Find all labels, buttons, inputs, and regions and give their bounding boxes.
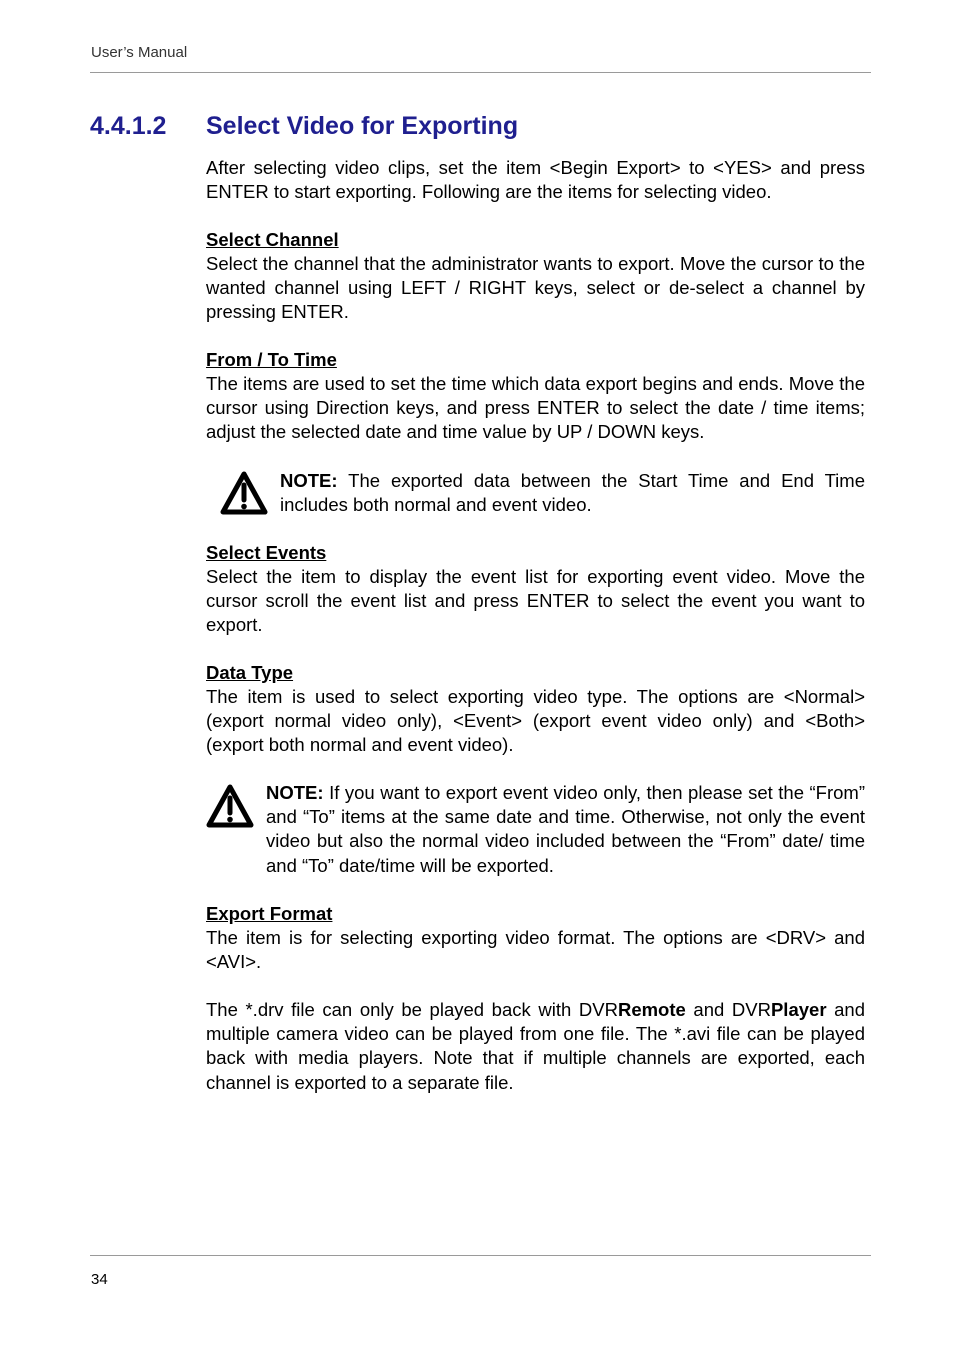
intro-paragraph: After selecting video clips, set the item <Begin Export> to <YES> and press ENTER to start exporting. Following are the items for selecting video. [206, 157, 865, 203]
warning-triangle-icon [219, 470, 269, 516]
section-title: Select Video for Exporting [206, 112, 519, 140]
select-channel-heading: Select Channel [206, 229, 339, 250]
note-1-text: The exported data between the Start Time and End Time includes both normal and event video. [280, 470, 865, 516]
export-format-text: The item is for selecting exporting video format. The options are <DRV> and <AVI>. [206, 927, 865, 973]
note-2 [266, 781, 865, 878]
select-channel-text: Select the channel that the administrator wants to export. Move the cursor to the wanted channel using LEFT / RIGHT keys, select or de-select a channel by pressing ENTER. [206, 253, 865, 323]
drv-player-bold: Player [770, 999, 827, 1020]
page-number: 34 [91, 1271, 108, 1288]
note-2-text: If you want to export event video only, then please set the “From” and “To” items at the same date and time. Otherwise, not only the event video but also the normal video included between the “From” date/ time and “To” date/time will be exported. [266, 782, 865, 876]
footer-divider [90, 1255, 871, 1256]
header-divider [90, 72, 871, 73]
select-events-heading: Select Events [206, 542, 327, 563]
drv-text-3: and multiple camera video can be played from one file. The *.avi file can be played back with media players. Note that if multiple channels are exported, each channel is exported to a separate file. [206, 999, 865, 1093]
from-to-time-heading: From / To Time [206, 349, 337, 370]
drv-text-2: and DVR [685, 999, 771, 1020]
note-1-label: NOTE: [280, 470, 338, 491]
running-header: User’s Manual [91, 44, 188, 61]
drv-text-1: The *.drv file can only be played back with DVR [206, 999, 618, 1020]
from-to-time-text: The items are used to set the time which data export begins and ends. Move the cursor using Direction keys, and press ENTER to select the date / time items; adjust the selected date and time value by UP / DOWN keys. [206, 373, 865, 443]
section-number: 4.4.1.2 [90, 112, 167, 140]
note-1 [280, 469, 865, 517]
drv-remote-bold: Remote [617, 999, 686, 1020]
note-2-label: NOTE: [266, 782, 324, 803]
export-format-heading: Export Format [206, 903, 333, 924]
data-type-text: The item is used to select exporting video type. The options are <Normal> (export normal video only), <Event> (export event video only) and <Both> (export both normal and event video). [206, 686, 865, 756]
select-events-text: Select the item to display the event list for exporting event video. Move the cursor scroll the event list and press ENTER to select the event you want to export. [206, 566, 865, 636]
warning-triangle-icon [205, 783, 255, 829]
drv-file-paragraph [206, 998, 865, 1095]
data-type-heading: Data Type [206, 662, 294, 683]
